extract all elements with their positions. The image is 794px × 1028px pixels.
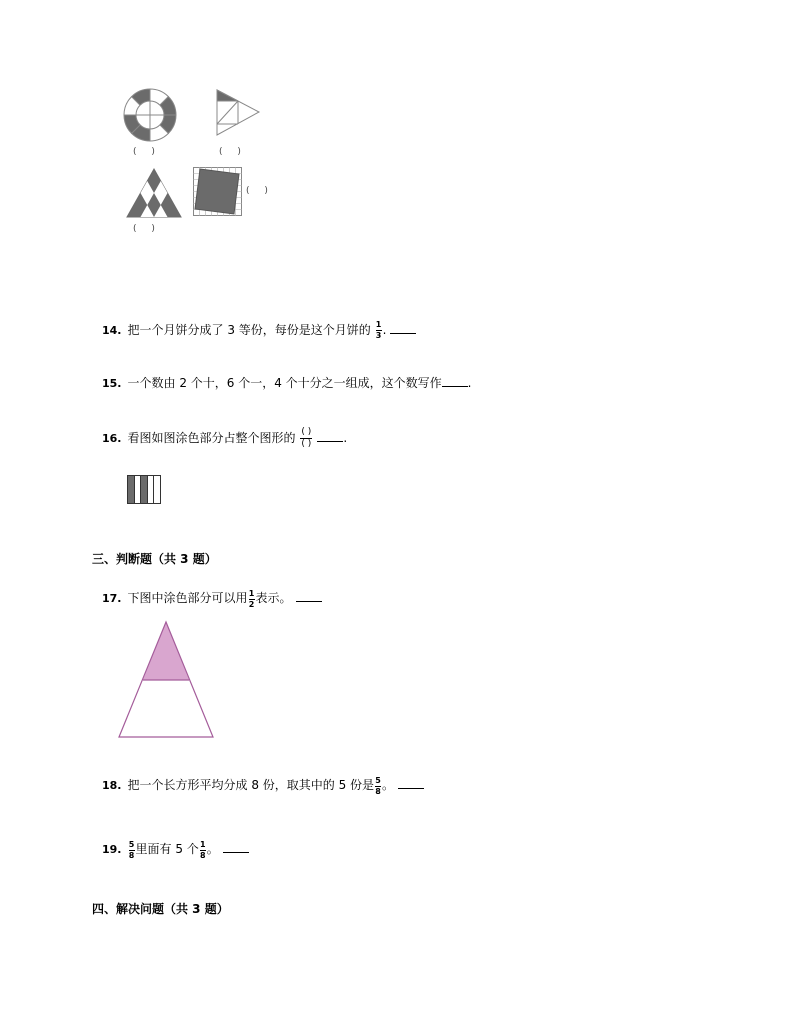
question-number: 14. [102,324,122,337]
question-text: 看图如图涂色部分占整个图形的 [127,431,296,445]
fraction [376,321,382,340]
question-14 [102,321,416,340]
answer-paren-4: ( ) [246,186,274,196]
fraction-denominator: 3 [375,331,382,340]
question-text: 里面有 5 个 [135,842,199,856]
answer-blank[interactable] [223,841,249,853]
section-heading-solve: 四、解决问题（共 3 题） [92,902,229,916]
circle-ring-figure [122,87,178,143]
question-number: 17. [102,592,122,605]
fraction-numerator: ( ) [301,427,312,437]
answer-paren-1: ( ) [133,147,161,157]
fraction-denominator: ( ) [301,439,312,449]
fraction [200,841,206,860]
answer-blank[interactable] [390,322,416,334]
sierpinski-triangle-figure [126,168,182,218]
triangle-shaded-top-figure [116,620,216,740]
question-number: 19. [102,843,122,856]
fraction-numerator: 1 [375,320,382,329]
question-tail: . [343,431,348,445]
grid-square-figure [193,167,243,217]
question-text: 把一个月饼分成了 3 等份，每份是这个月饼的 [127,323,371,337]
question-15 [102,375,472,392]
question-tail: 。 [206,842,219,856]
triangle-arrow-figure [214,88,262,138]
answer-blank[interactable] [398,777,424,789]
question-tail: 。 [382,778,395,792]
question-text: 一个数由 2 个十，6 个一，4 个十分之一组成，这个数写作 [127,376,442,390]
question-number: 18. [102,779,122,792]
question-16 [102,428,347,449]
fraction-denominator: 2 [248,600,255,609]
fraction [249,590,255,609]
question-text: 把一个长方形平均分成 8 份，取其中的 5 份是 [127,778,375,792]
section-heading-judge: 三、判断题（共 3 题） [92,552,217,566]
striped-rectangle-figure [127,475,161,504]
answer-blank[interactable] [442,375,468,387]
fraction-numerator: 5 [128,840,135,849]
question-text-tail: 表示。 [255,591,292,605]
question-tail: . [467,376,472,390]
question-text: 下图中涂色部分可以用 [127,591,248,605]
fraction-denominator: 8 [199,851,206,860]
question-number: 16. [102,432,122,445]
question-tail: . [382,323,387,337]
fraction-denominator: 8 [375,787,381,796]
fraction-numerator: 1 [248,589,255,598]
fraction [375,777,381,796]
answer-blank[interactable] [296,590,322,602]
question-18 [102,777,424,796]
question-19 [102,841,249,860]
question-17 [102,590,322,609]
fraction-numerator: 5 [375,776,381,785]
fraction-placeholder [300,428,312,449]
fraction-numerator: 1 [199,840,206,849]
answer-blank[interactable] [317,430,343,442]
answer-paren-2: ( ) [219,147,247,157]
question-number: 15. [102,377,122,390]
fraction-denominator: 8 [128,851,135,860]
fraction [129,841,135,860]
answer-paren-3: ( ) [133,224,161,234]
